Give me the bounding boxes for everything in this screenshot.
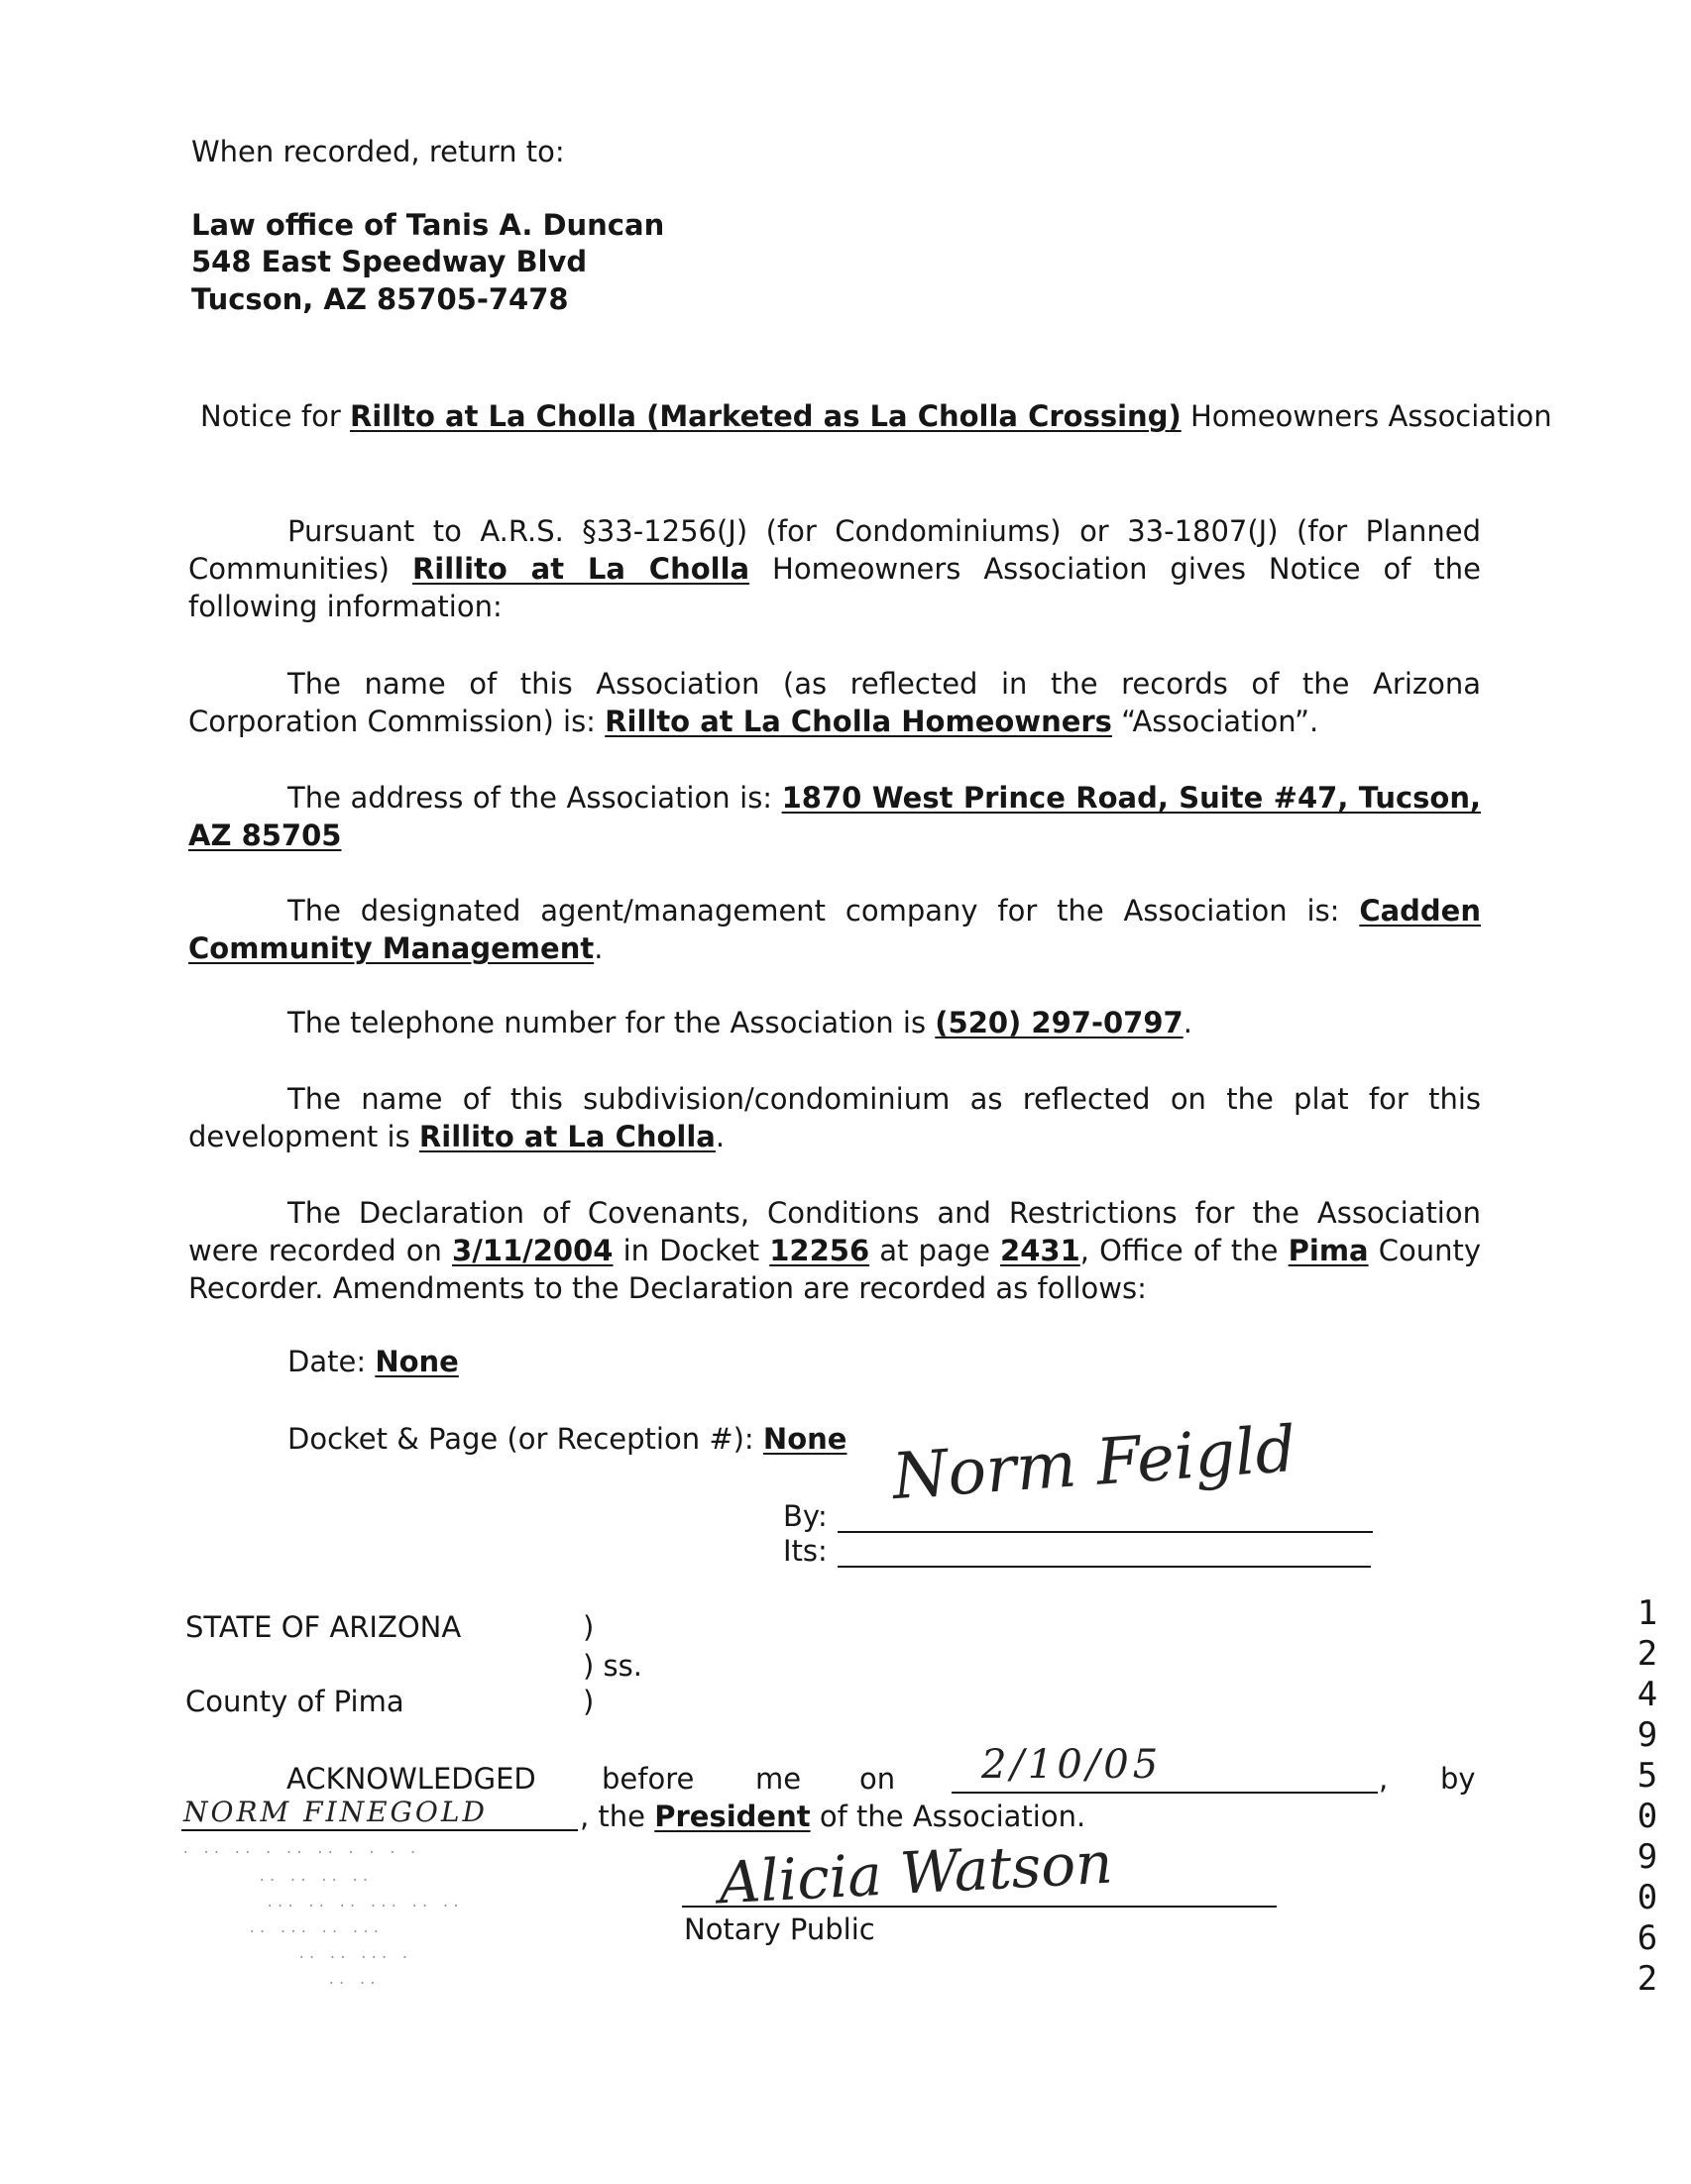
agent-value: Cadden Community Management — [188, 894, 1481, 965]
amendment-docket-value: None — [762, 1422, 847, 1456]
declaration-page: 2431 — [1000, 1234, 1080, 1267]
office-name: Law office of Tanis A. Duncan — [191, 208, 665, 242]
ack-before: before — [602, 1762, 695, 1796]
ack-on: on — [859, 1762, 896, 1796]
ack-date: 2/10/05 — [981, 1742, 1163, 1788]
state-label: STATE OF ARIZONA — [185, 1610, 462, 1644]
ack-label: ACKNOWLEDGED — [286, 1762, 536, 1796]
amendment-docket: Docket & Page (or Reception #): None — [287, 1422, 847, 1456]
ack-me: me — [755, 1762, 802, 1796]
notary-signature: Alicia Watson — [717, 1828, 1115, 1917]
subdivision-paragraph: The name of this subdivision/condominium as reflected on the plat for this development is Rillito at La Cholla. — [188, 1082, 1481, 1153]
association-name-paragraph: The name of this Association (as reflected in the records of the Arizona Corporation Commission) is: Rillto at La Cholla Homeowners “Association”. — [188, 667, 1481, 738]
amendment-date: Date: None — [287, 1345, 459, 1378]
ss-label: ) ss. — [583, 1649, 642, 1683]
office-street: 548 East Speedway Blvd — [191, 245, 588, 278]
ack-comma: , — [1379, 1762, 1389, 1796]
by-label: By: — [783, 1499, 828, 1533]
notice-suffix: Homeowners Association — [1189, 399, 1552, 433]
ack-role-line: , the President of the Association. — [580, 1800, 1086, 1833]
ack-name: NORM FINEGOLD — [183, 1796, 488, 1828]
ack-by: by — [1440, 1762, 1476, 1796]
notice-title — [200, 399, 1552, 433]
amendment-date-value: None — [375, 1345, 459, 1378]
declaration-paragraph: The Declaration of Covenants, Conditions and Restrictions for the Association were recorded on 3/11/2004 in Docket 12256 at page 2431, Office of the Pima County Recorder. Amendments to the Declaration are recorded as follows: — [188, 1196, 1482, 1305]
declaration-date: 3/11/2004 — [452, 1234, 614, 1267]
by-signature-line — [838, 1531, 1373, 1533]
association-name-value: Rillto at La Cholla Homeowners — [605, 705, 1112, 738]
declaration-docket: 12256 — [769, 1234, 870, 1267]
notice-prefix: Notice for — [200, 399, 341, 433]
paren-2: ) — [583, 1685, 595, 1718]
declaration-county: Pima — [1288, 1234, 1369, 1267]
president-signature: Norm Feigld — [889, 1412, 1298, 1515]
agent-paragraph: The designated agent/management company for the Association is: Cadden Community Management. — [188, 894, 1481, 965]
notary-signature-line — [682, 1906, 1277, 1908]
document-number: 12495 09062 — [1636, 1593, 1658, 1999]
notice-name: Rillto at La Cholla (Marketed as La Cholla Crossing) — [349, 399, 1182, 433]
telephone-value: (520) 297-0797 — [935, 1006, 1184, 1039]
address-value: 1870 West Prince Road, Suite #47, Tucson, AZ 85705 — [188, 781, 1482, 852]
county-label: County of Pima — [185, 1685, 404, 1718]
return-to-label: When recorded, return to: — [191, 135, 565, 168]
pursuant-name: Rillito at La Cholla — [411, 552, 750, 586]
its-label: Its: — [783, 1534, 828, 1568]
address-paragraph: The address of the Association is: 1870 West Prince Road, Suite #47, Tucson, AZ 85705 — [188, 781, 1482, 852]
subdivision-value: Rillito at La Cholla — [418, 1120, 716, 1153]
ack-name-line — [181, 1829, 578, 1831]
ack-date-line — [952, 1792, 1378, 1794]
office-city: Tucson, AZ 85705-7478 — [191, 282, 569, 316]
telephone-paragraph: The telephone number for the Association is (520) 297-0797. — [287, 1006, 1192, 1039]
ack-role: President — [654, 1800, 811, 1833]
its-signature-line — [838, 1566, 1371, 1568]
pursuant-paragraph: Pursuant to A.R.S. §33-1256(J) (for Condominiums) or 33-1807(J) (for Planned Communities) Rillito at La Cholla Homeowners Association gives Notice of the following information: — [188, 514, 1482, 623]
paren-1: ) — [583, 1610, 595, 1644]
notary-public-label: Notary Public — [684, 1912, 875, 1946]
